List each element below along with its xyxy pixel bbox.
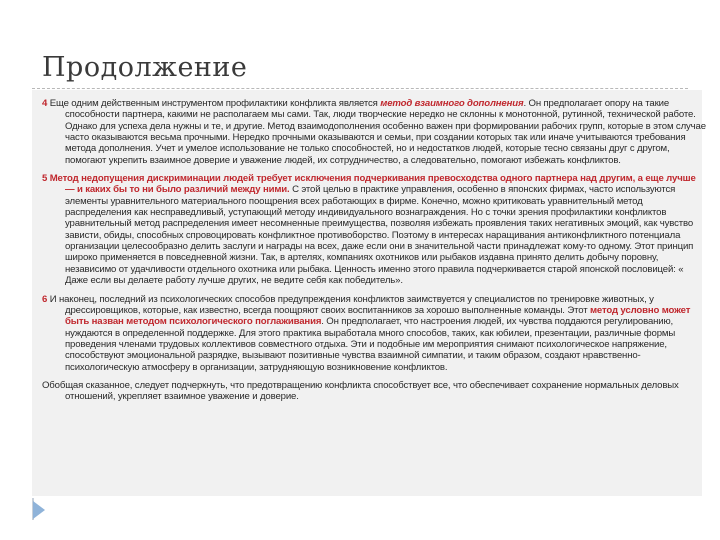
paragraph-number: 4	[42, 98, 48, 109]
play-arrow-icon[interactable]	[33, 501, 45, 519]
paragraph-text: . Он предполагает, что настроения людей, их чувства поддаются регулированию, нуждаются в определенной поддержке. Для этого практика выработала много способов, таких, как юбилеи, презентации, различные формы проведения членами трудовых коллективов совместного отдыха. Эти и подобные им мероприятия снимают психологическое напряжение, способствуют эмоциональной разрядке, вызывают позитивные чувства взаимной симпатии, и таким образом, создают нравственно-психологическую атмосферу в организации, затрудняющую возникновение конфликтов.	[65, 316, 676, 373]
paragraph-text: С этой целью в практике управления, особенно в японских фирмах, часто используются элементы уравнительного материального поощрения всех работающих в фирме. Конечно, можно критиковать уравнительный метод распределения как несправедливый, уступающий методу индивидуального вознаграждения. Но с точки зрения профилактики конфликтов уравнительный метод распределения имеет несомненные преимущества, позволяя избежать проявления таких негативных эмоций, как чувство зависти, обиды, способных спровоцировать конфликтное противоборство. Поэтому в интересах наращивания антиконфликтного потенциала организации целесообразно делить заслуги и награды на всех, даже если они в значительной части принадлежат кому-то одному. Этот принцип широко применяется в повседневной жизни. Так, в артелях, компаниях охотников или рыбаков издавна принято делить добычу поровну, независимо от удачливости отдельного охотника или рыбака. Ценность именно этого правила подчеркивается старой японской пословицей: « Даже если вы делаете работу лучше других, не ведите себя как победитель».	[65, 184, 694, 287]
paragraph-text: . Он предполагает опору на такие способности партнера, какими не располагаем мы сами. Так, люди творческие нередко не склонны к монотонной, рутинной, технической работе. Однако для успеха дела нужны и те, и другие. Метод взаимодополнения особенно важен при формировании рабочих групп, которые в этом случае часто оказываются весьма прочными. Нередко прочными оказываются и семьи, при создании которых так или иначе учитываются требования метода дополнения. Учет и умелое использование не только способностей, но и недостатков людей, которые тесно связаны друг с другом, помогают укрепить взаимное доверие и уважение людей, их сотрудничество, а следовательно, помогают избежать конфликтов.	[65, 98, 706, 166]
slide-body	[42, 98, 706, 410]
highlighted-term: метод взаимного дополнения	[380, 98, 524, 109]
paragraph-text: Еще одним действенным инструментом профилактики конфликта является	[47, 98, 381, 109]
title-divider	[32, 88, 688, 89]
paragraph-6	[42, 294, 706, 373]
conclusion-paragraph: Обобщая сказанное, следует подчеркнуть, что предотвращению конфликта способствует все, что обеспечивает сохранение нормальных деловых отношений, укрепляет взаимное уважение и доверие.	[42, 379, 679, 403]
paragraph-text: И наконец, последний из психологических способов предупреждения конфликтов заимствуется у специалистов по тренировке животных, у дрессировщиков, которые, как известно, всегда поощряют своих воспитанников за хорошо выполненные команды. Этот	[47, 293, 654, 316]
slide-title: Продолжение	[42, 52, 248, 83]
paragraph-5	[42, 173, 706, 286]
paragraph-number: 6	[42, 293, 48, 305]
paragraph-number: 5	[42, 173, 48, 185]
highlighted-term: Метод недопущения дискриминации людей требует исключения подчеркивания превосходства одного партнера над другим, а еще лучше — и каких бы то ни было различий между ними.	[49, 173, 696, 196]
paragraph-4	[42, 98, 706, 166]
highlighted-term: метод условно может быть назван методом психологического поглаживания	[65, 304, 691, 328]
